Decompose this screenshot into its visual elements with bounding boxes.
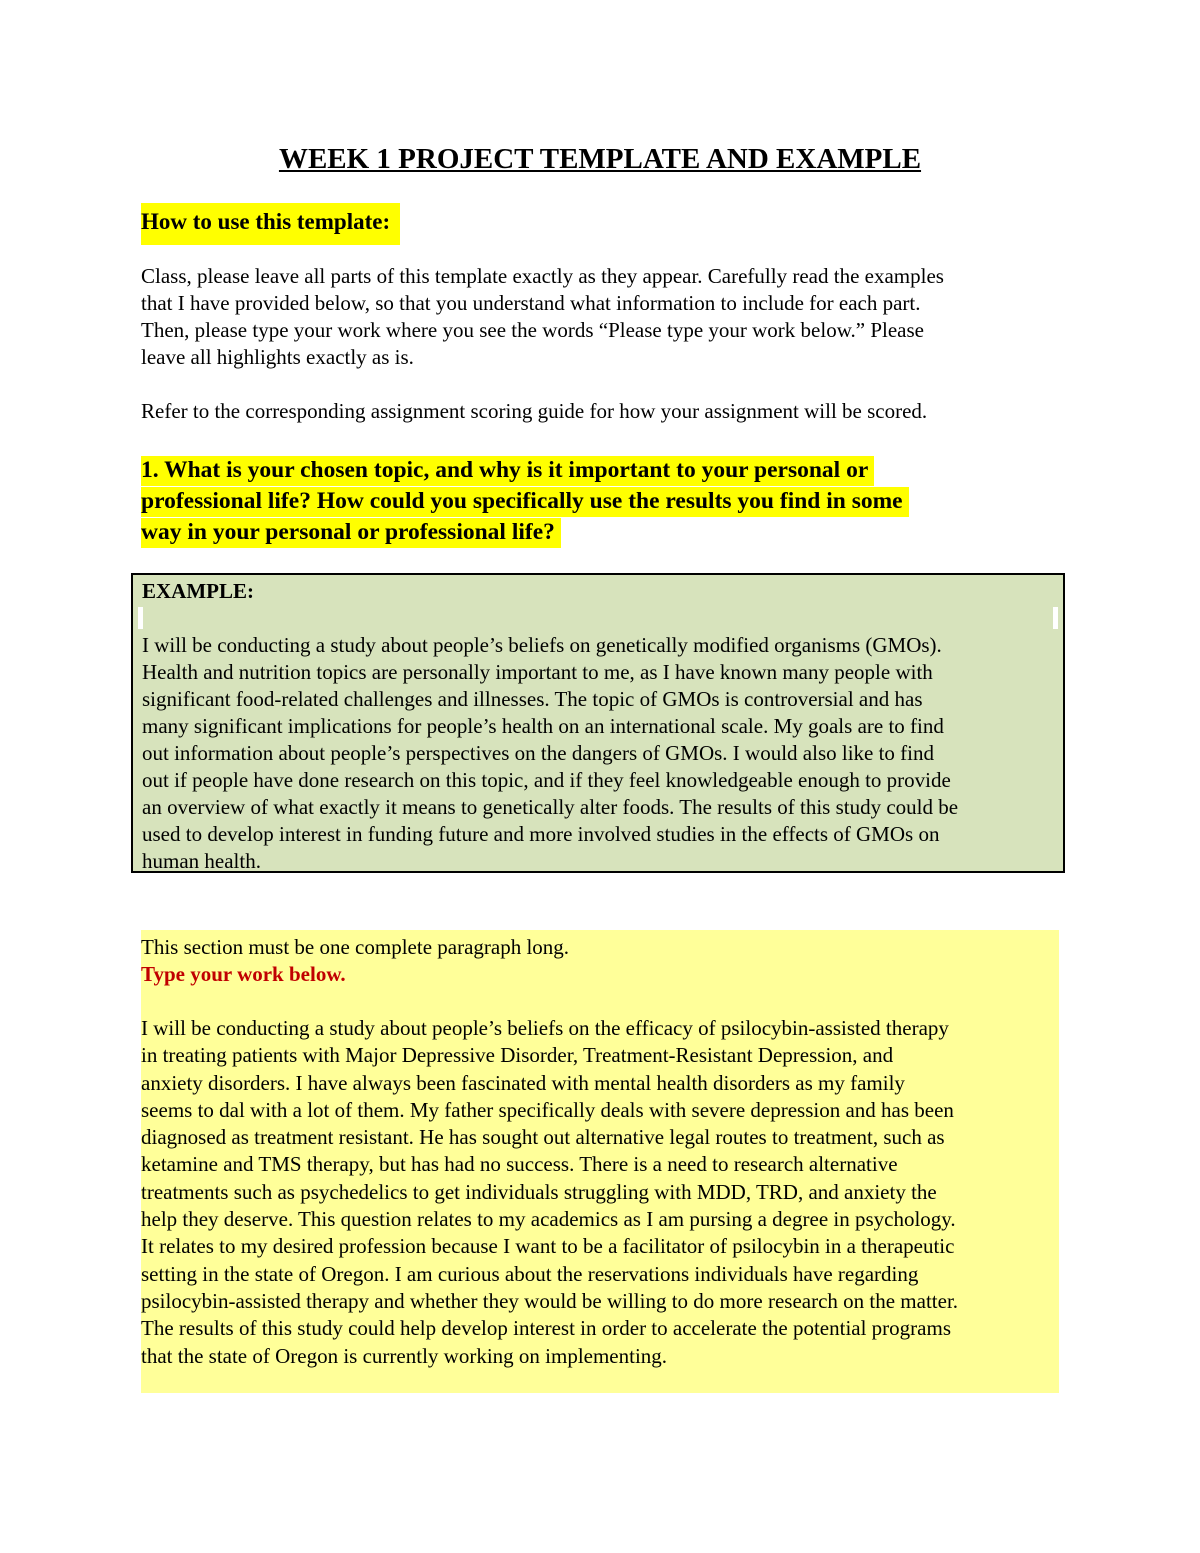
page-title: WEEK 1 PROJECT TEMPLATE AND EXAMPLE (278, 143, 922, 175)
intro-paragraph (141, 263, 1071, 371)
answer-note: This section must be one complete paragraph long. (141, 935, 570, 959)
example-box-right-marker (1053, 607, 1058, 629)
answer-type-label: Type your work below. (141, 962, 346, 986)
example-label: EXAMPLE: (142, 579, 254, 603)
intro-text: Class, please leave all parts of this template exactly as they appear. Carefully read the examples that I have provided below, so that you understand what information to include for each part. Then, please type your work where you see the words “Please type your work below.” Please leave all highlights exactly as is. (141, 264, 944, 369)
answer-box[interactable] (141, 930, 1059, 1393)
answer-text[interactable]: I will be conducting a study about people’s beliefs on the efficacy of psilocybin-assisted therapy in treating patients with Major Depressive Disorder, Treatment-Resistant Depression, and anxiety disorders. I have always been fascinated with mental health disorders as my family seems to dal with a lot of them. My father specifically deals with severe depression and has been diagnosed as treatment resistant. He has sought out alternative legal routes to treatment, such as ketamine and TMS therapy, but has had no success. There is a need to research alternative treatments such as psychedelics to get individuals struggling with MDD, TRD, and anxiety the help they deserve. This question relates to my academics as I am pursing a degree in psychology. It relates to my desired profession because I want to be a facilitator of psilocybin in a therapeutic setting in the state of Oregon. I am curious about the reservations individuals have regarding psilocybin-assisted therapy and whether they would be willing to do more research on the matter. The results of this study could help develop interest in order to accelerate the potential programs that the state of Oregon is currently working on implementing. (141, 1016, 959, 1368)
question-1-line-3: way in your personal or professional life? (141, 518, 561, 548)
example-box (131, 573, 1065, 873)
example-text: I will be conducting a study about people’s beliefs on genetically modified organisms (GMOs). Health and nutrition topics are personally important to me, as I have known many people with significant food-related challenges and illnesses. The topic of GMOs is controversial and has many significant implications for people’s health on an international scale. My goals are to find out information about people’s perspectives on the dangers of GMOs. I would also like to find out if people have done research on this topic, and if they feel knowledgeable enough to provide an overview of what exactly it means to genetically alter foods. The results of this study could be used to develop interest in funding future and more involved studies in the effects of GMOs on human health. (142, 633, 959, 873)
example-box-left-marker (138, 607, 143, 629)
refer-line: Refer to the corresponding assignment scoring guide for how your assignment will be scored. (141, 399, 928, 423)
question-1-line-2: professional life? How could you specifically use the results you find in some (141, 487, 909, 517)
how-to-heading: How to use this template: (141, 203, 400, 245)
question-1 (141, 455, 1081, 548)
question-1-line-1: 1. What is your chosen topic, and why is it important to your personal or (141, 456, 874, 486)
